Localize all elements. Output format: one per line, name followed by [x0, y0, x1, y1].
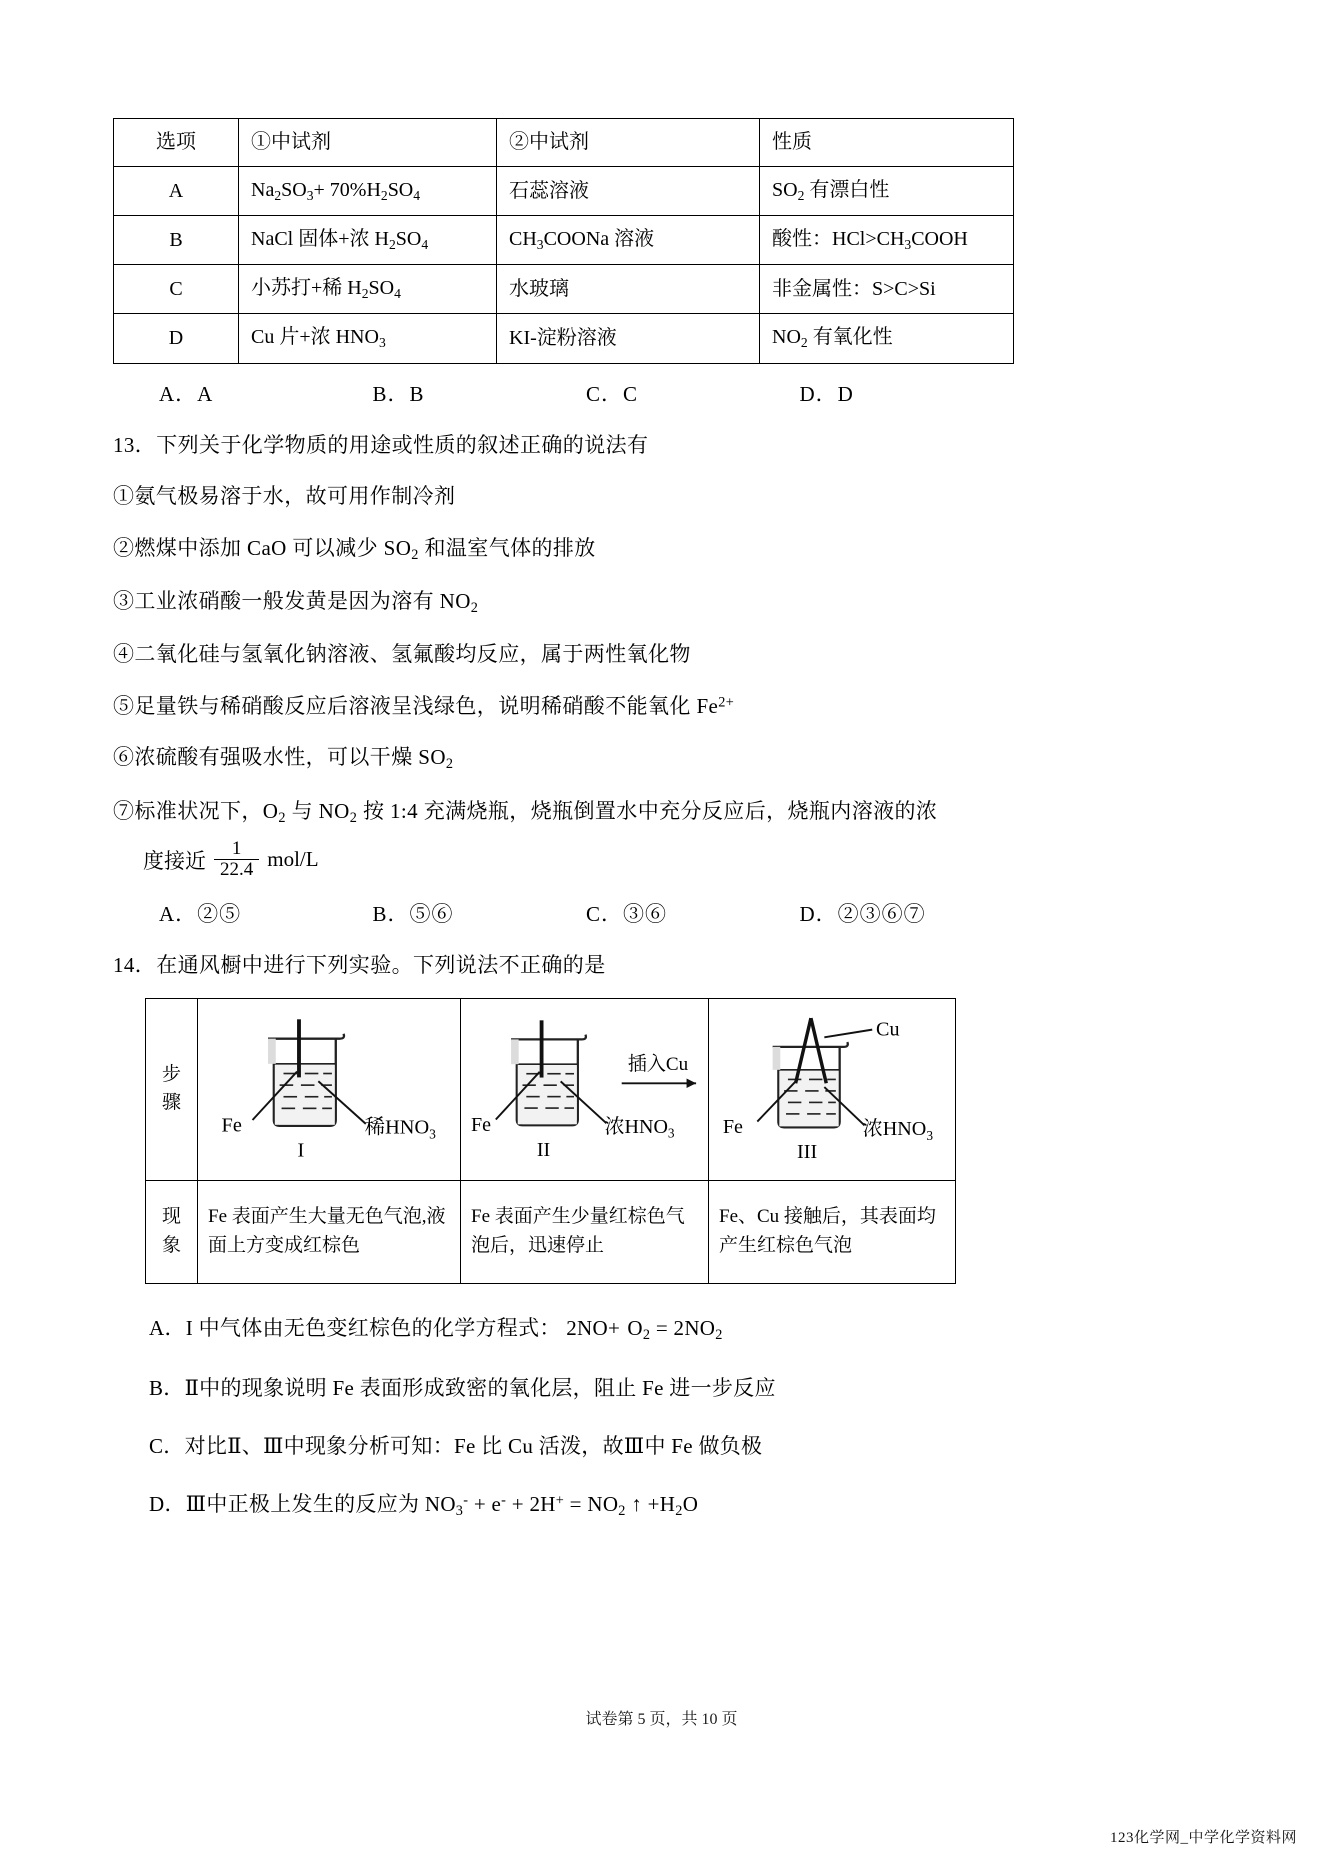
- page-content: [113, 118, 1013, 1520]
- q13-item-3: ③工业浓硝酸一般发黄是因为溶有 $NO_2$: [113, 588, 479, 616]
- th-option: 选项: [114, 119, 239, 167]
- q13-item-6: ⑥浓硫酸有强吸水性，可以干燥 $SO_2$: [113, 745, 454, 773]
- beaker-svg-2: [471, 1013, 698, 1165]
- q13-item-2: ②燃煤中添加 CaO 可以减少 $SO_2$ 和温室气体的排放: [113, 535, 596, 563]
- th-property: 性质: [760, 119, 1014, 167]
- experiment-phenomena-row: [146, 1180, 956, 1283]
- label-acid-1: 稀$HNO_3$: [364, 1116, 436, 1142]
- experiment-table: [145, 998, 956, 1284]
- row-label-steps: 步骤: [146, 998, 198, 1180]
- row-label-phenomena: 现象: [146, 1180, 198, 1283]
- q12-option-d[interactable]: D．D: [799, 381, 854, 406]
- q12-option-b[interactable]: B．B: [372, 381, 425, 406]
- cell-reagent1: 小苏打+稀 $H_2SO_4$: [239, 265, 497, 314]
- beaker-diagram-3: [719, 1007, 945, 1172]
- diagram-cell-3: [709, 998, 956, 1180]
- site-watermark: 123化学网_中学化学资料网: [1109, 1830, 1297, 1846]
- experiment-steps-row: [146, 998, 956, 1180]
- q14-answer-c[interactable]: C．对比Ⅱ、Ⅲ中现象分析可知：Fe 比 Cu 活泼，故Ⅲ中 Fe 做负极: [149, 1433, 763, 1458]
- reagent-property-table: [113, 118, 1014, 364]
- cell-reagent1: Cu 片+浓 $HNO_3$: [239, 314, 497, 363]
- cell-option: B: [114, 216, 239, 265]
- label-acid-3: 浓$HNO_3$: [862, 1118, 934, 1143]
- beaker-svg-3: [719, 1013, 945, 1165]
- fraction-prefix: 度接近: [143, 848, 206, 873]
- label-fe-2: Fe: [471, 1114, 492, 1137]
- cell-property: 非金属性：S>C>Si: [760, 265, 1014, 314]
- page-footer: 试卷第 5 页，共 10 页: [585, 1711, 738, 1728]
- cell-property: $SO_2$ 有漂白性: [760, 167, 1014, 216]
- cell-reagent1: $Na_2SO_3+ 70\%H_2SO_4$: [239, 167, 497, 216]
- beaker-diagram-2: [471, 1007, 698, 1172]
- cell-reagent2: 水玻璃: [497, 265, 760, 314]
- cell-option: D: [114, 314, 239, 363]
- diagram-cell-2: [461, 998, 709, 1180]
- th-reagent1: ①中试剂: [239, 119, 497, 167]
- cell-property: 酸性：$HCl>CH_3COOH$: [760, 216, 1014, 265]
- q14-stem: 14．在通风橱中进行下列实验。下列说法不正确的是: [113, 953, 606, 978]
- fraction: [214, 839, 259, 880]
- fraction-numerator: 1: [231, 838, 242, 860]
- cell-reagent2: $CH_3COONa$ 溶液: [497, 216, 760, 265]
- label-acid-2: 浓$HNO_3$: [604, 1115, 675, 1141]
- cell-reagent2: KI-淀粉溶液: [497, 314, 760, 363]
- q13-item-4: ④二氧化硅与氢氧化钠溶液、氢氟酸均反应，属于两性氧化物: [113, 642, 691, 667]
- label-fe-1: Fe: [221, 1114, 242, 1137]
- fraction-unit: mol/L: [267, 847, 319, 872]
- cell-reagent1: NaCl 固体+浓 $H_2SO_4$: [239, 216, 497, 265]
- q13-option-d[interactable]: D．②③⑥⑦: [799, 902, 926, 927]
- label-cu-3: Cu: [876, 1018, 900, 1041]
- label-numeral-1: I: [297, 1139, 305, 1162]
- label-numeral-3: III: [797, 1141, 818, 1164]
- q12-option-c[interactable]: C．C: [586, 381, 639, 406]
- beaker-svg-1: [208, 1013, 450, 1165]
- q13-option-a[interactable]: A．②⑤: [159, 902, 242, 927]
- q14-answer-d[interactable]: D．Ⅲ中正极上发生的反应为 $NO_3^- + e^- + 2H^+ = NO_2$ ↑ $+H_2O$: [149, 1491, 699, 1519]
- q13-item-1: ①氨气极易溶于水，故可用作制冷剂: [113, 484, 456, 509]
- q13-option-c[interactable]: C．③⑥: [586, 902, 668, 927]
- label-numeral-2: II: [536, 1138, 551, 1161]
- table-header-row: [114, 119, 1014, 167]
- q14-answer-a[interactable]: A．I 中气体由无色变红棕色的化学方程式： $2NO+ O_2 = 2NO_2$: [149, 1315, 723, 1343]
- table-row: [114, 314, 1014, 363]
- q13-concentration-expression: [113, 839, 1013, 880]
- fraction-denominator: 22.4: [214, 859, 259, 880]
- cell-option: C: [114, 265, 239, 314]
- q12-options: [113, 378, 1013, 408]
- q13-stem: 13．下列关于化学物质的用途或性质的叙述正确的说法有: [113, 432, 649, 457]
- q13-options: [113, 898, 1013, 928]
- q13-option-b[interactable]: B．⑤⑥: [372, 902, 454, 927]
- q13-item-5: ⑤足量铁与稀硝酸反应后溶液呈浅绿色，说明稀硝酸不能氧化 $Fe^{2+}$: [113, 693, 735, 718]
- th-reagent2: ②中试剂: [497, 119, 760, 167]
- beaker-diagram-1: [208, 1007, 450, 1172]
- table-row: [114, 216, 1014, 265]
- table-row: [114, 265, 1014, 314]
- diagram-cell-1: [198, 998, 461, 1180]
- phenomenon-cell-2: Fe 表面产生少量红棕色气泡后，迅速停止: [461, 1180, 709, 1283]
- cell-property: $NO_2$ 有氧化性: [760, 314, 1014, 363]
- q13-item-7: ⑦标准状况下，$O_2$ 与 $NO_2$ 按 1:4 充满烧瓶，烧瓶倒置水中充分反应后，烧瓶内溶液的浓: [113, 798, 938, 826]
- q12-option-a[interactable]: A．A: [159, 381, 214, 406]
- phenomenon-cell-1: Fe 表面产生大量无色气泡,液面上方变成红棕色: [198, 1180, 461, 1283]
- table-row: [114, 167, 1014, 216]
- phenomenon-cell-3: Fe、Cu 接触后，其表面均产生红棕色气泡: [709, 1180, 956, 1283]
- q14-answer-b[interactable]: B．Ⅱ中的现象说明 Fe 表面形成致密的氧化层，阻止 Fe 进一步反应: [149, 1375, 776, 1400]
- cell-reagent2: 石蕊溶液: [497, 167, 760, 216]
- label-fe-3: Fe: [722, 1116, 743, 1139]
- label-arrow-insert-cu: 插入Cu: [627, 1053, 689, 1075]
- cell-option: A: [114, 167, 239, 216]
